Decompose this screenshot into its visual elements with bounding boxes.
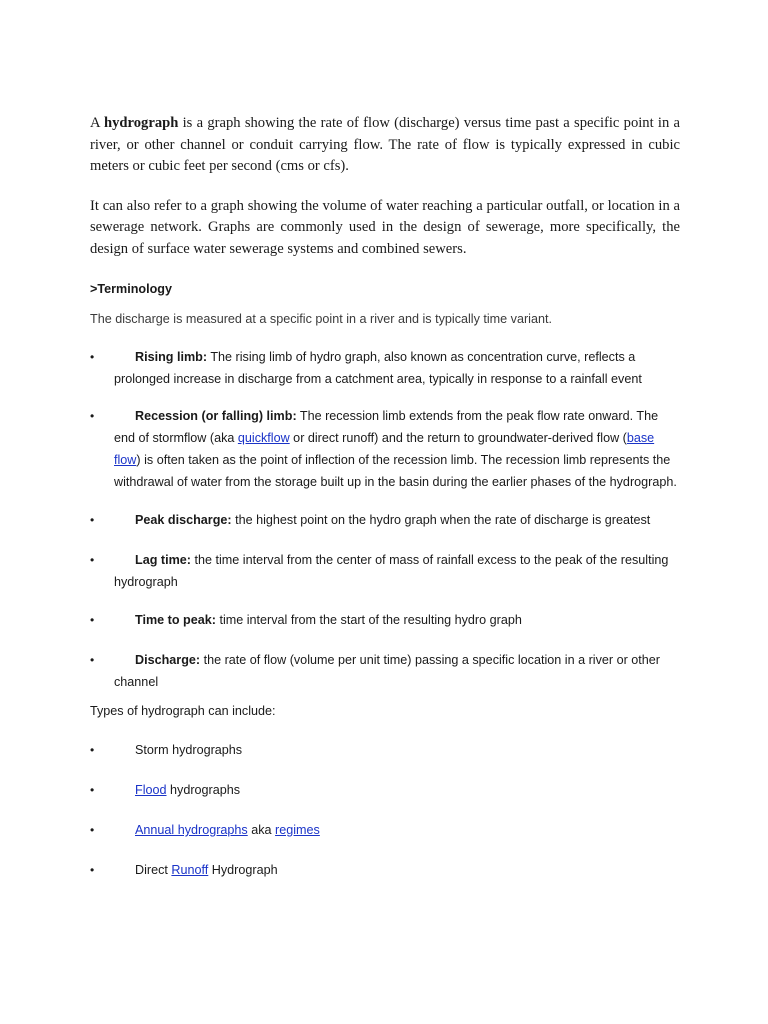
bullet-icon: • [90, 350, 95, 364]
term-text: ) is often taken as the point of inflection of the recession limb. The recession limb represents the withdrawal of water from the storage built up in the basin during the earlier phases of the hydrograph. [114, 453, 677, 489]
term-text: time interval from the start of the resulting hydro graph [215, 613, 522, 627]
para1-post: is a graph showing the rate of flow (discharge) versus time past a specific point in a river, or other channel or conduit carrying flow. The rate of flow is typically expressed in cubic meters or cubic feet per second (cms or cfs). [90, 115, 680, 174]
term-label: Lag time: [135, 553, 191, 567]
runoff-link[interactable]: Runoff [171, 863, 209, 877]
list-item-direct-runoff-hydrograph [90, 859, 680, 881]
term-label: Peak discharge: [135, 513, 232, 527]
term-text: the time interval from the center of mass of rainfall excess to the peak of the resulting hydrograph [114, 553, 669, 589]
type-text: Hydrograph [208, 863, 278, 877]
base-flow-link[interactable]: base flow [114, 431, 655, 467]
type-text: Direct [135, 863, 172, 877]
bullet-icon: • [90, 513, 95, 527]
bullet-icon: • [90, 863, 95, 877]
list-item-recession-limb [90, 405, 680, 493]
term-label: Recession (or falling) limb: [135, 409, 297, 423]
term-label: Rising limb: [135, 350, 208, 364]
term-label: Discharge: [135, 653, 201, 667]
volume-paragraph: It can also refer to a graph showing the volume of water reaching a particular outfall, or location in a sewerage network. Graphs are commonly used in the design of sewerage, more specifically, the design of surface water sewerage systems and combined sewers. [90, 197, 680, 257]
list-item-storm-hydrographs [90, 739, 680, 761]
list-item-rising-limb [90, 346, 680, 390]
types-intro: Types of hydrograph can include: [90, 704, 276, 718]
bullet-icon: • [90, 783, 95, 797]
term-text: The rising limb of hydro graph, also known as concentration curve, reflects a prolonged increase in discharge from a catchment area, typically in response to a rainfall event [114, 350, 642, 386]
type-text: Storm hydrographs [135, 743, 243, 757]
list-item-annual-hydrographs [90, 819, 680, 841]
term-text: The recession limb extends from the peak flow rate onward. The end of stormflow (aka [114, 409, 659, 445]
hydrograph-term: hydrograph [104, 115, 179, 131]
list-item-time-to-peak [90, 609, 680, 631]
list-item-lag-time [90, 549, 680, 593]
type-text: hydrographs [166, 783, 241, 797]
bullet-icon: • [90, 553, 95, 567]
regimes-link[interactable]: regimes [275, 823, 320, 837]
terminology-intro: The discharge is measured at a specific point in a river and is typically time variant. [90, 312, 552, 326]
term-text: the rate of flow (volume per unit time) passing a specific location in a river or other channel [114, 653, 660, 689]
bullet-icon: • [90, 409, 95, 423]
hydrograph-definition-paragraph [90, 113, 680, 178]
quickflow-link[interactable]: quickflow [237, 431, 290, 445]
terminology-heading: >Terminology [90, 282, 172, 296]
list-item-peak-discharge [90, 509, 680, 531]
para1-pre: A [90, 115, 104, 131]
term-text: the highest point on the hydro graph when the rate of discharge is greatest [231, 513, 651, 527]
type-text: aka [247, 823, 276, 837]
list-item-discharge [90, 649, 680, 693]
bullet-icon: • [90, 653, 95, 667]
bullet-icon: • [90, 743, 95, 757]
flood-link[interactable]: Flood [135, 783, 167, 797]
term-label: Time to peak: [135, 613, 216, 627]
term-text: or direct runoff) and the return to groundwater-derived flow ( [289, 431, 627, 445]
list-item-flood-hydrographs [90, 779, 680, 801]
bullet-icon: • [90, 823, 95, 837]
annual-hydrographs-link[interactable]: Annual hydrographs [135, 823, 248, 837]
bullet-icon: • [90, 613, 95, 627]
document-page [90, 113, 680, 899]
